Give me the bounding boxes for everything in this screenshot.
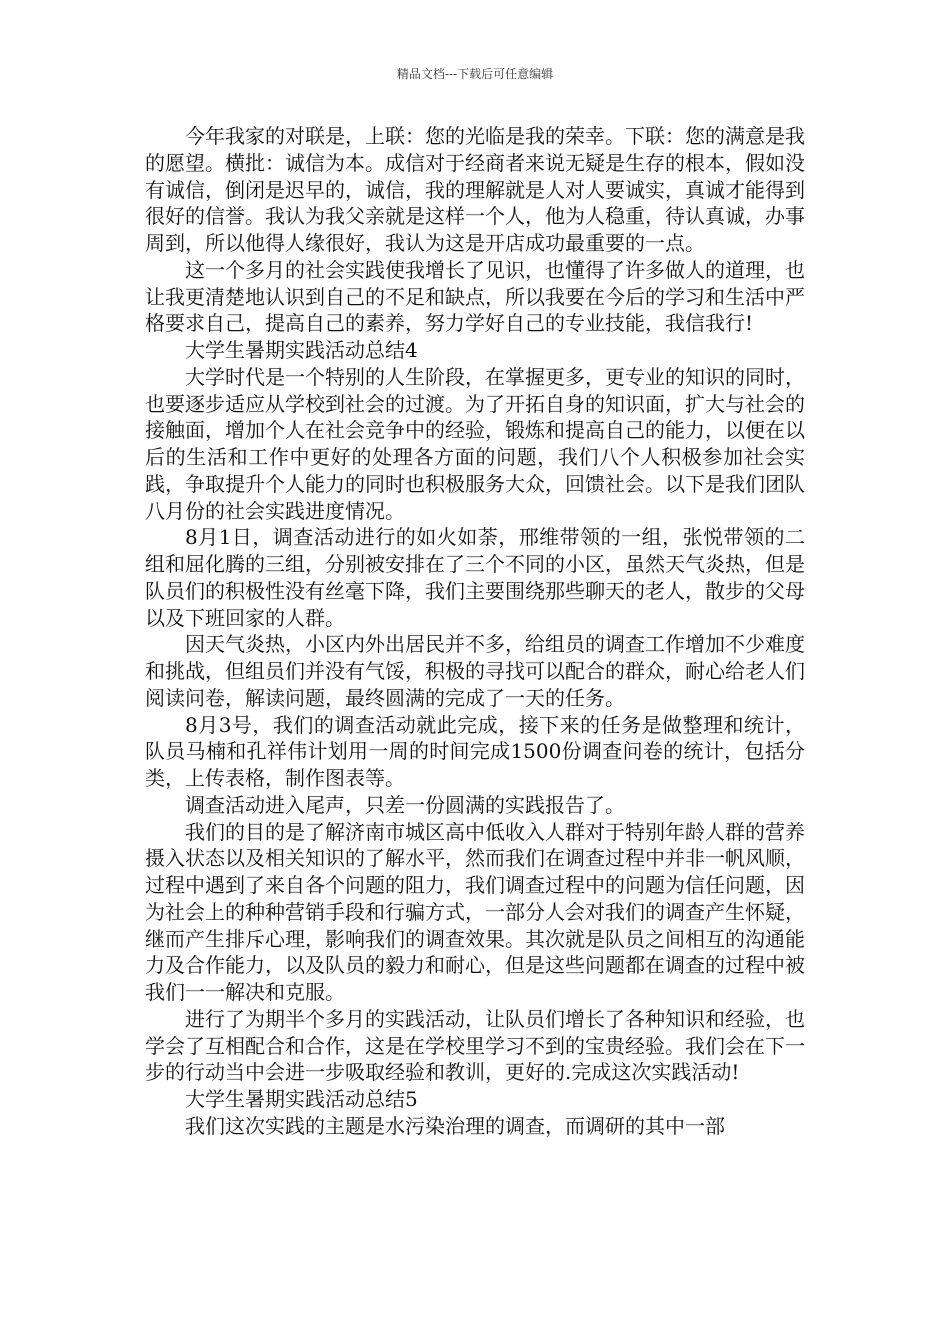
paragraph-report: 调查活动进入尾声，只差一份圆满的实践报告了。 [185,792,625,817]
paragraph-conclusion: 进行了为期半个多月的实践活动，让队员们增长了各种知识和经验，也学会了互相配合和合作，这是在学校里学习不到的宝贵经验。我们会在下一步的行动当中会进一步吸取经验和教训，更好的.完成这次实践活动! [145,1006,805,1085]
section-heading-5: 大学生暑期实践活动总结5 [185,1087,418,1111]
paragraph-weather: 因天气炎热，小区内外出居民并不多，给组员的调查工作增加不少难度和挑战，但组员们并没有气馁，积极的寻找可以配合的群众，耐心给老人们阅读问卷，解读问题，最终圆满的完成了一天的任务。 [145,632,805,710]
paragraph-purpose: 我们的目的是了解济南市城区高中低收入人群对于特别年龄人群的营养摄入状态以及相关知识的了解水平，然而我们在调查过程中并非一帆风顺，过程中遇到了来自各个问题的阻力，我们调查过程中的问题为信任问题，因为社会上的种种营销手段和行骗方式，一部分人会对我们的调查产生怀疑，继而产生排斥心理，影响我们的调查效果。其次就是队员之间相互的沟通能力及合作能力，以及队员的毅力和耐心，但是这些问题都在调查的过程中被我们一一解决和克服。 [145,819,805,1004]
document-body [145,123,805,1140]
paragraph-intro: 大学时代是一个特别的人生阶段，在掌握更多，更专业的知识的同时，也要逐步适应从学校到社会的过渡。为了开拓自身的知识面，扩大与社会的接触面，增加个人在社会竞争中的经验，锻炼和提高自己的能力，以便在以后的生活和工作中更好的处理各方面的问题，我们八个人积极参加社会实践，争取提升个人能力的同时也积极服务大众，回馈社会。以下是我们团队八月份的社会实践进度情况。 [145,364,805,523]
paragraph-reflection: 这一个多月的社会实践使我增长了见识，也懂得了许多做人的道理，也让我更清楚地认识到自己的不足和缺点，所以我要在今后的学习和生活中严格要求自己，提高自己的素养，努力学好自己的专业技能，我信我行! [145,257,805,336]
section-heading-4: 大学生暑期实践活动总结4 [185,338,418,362]
paragraph-couplet: 今年我家的对联是，上联：您的光临是我的荣幸。下联：您的满意是我的愿望。横批：诚信为本。成信对于经商者来说无疑是生存的根本，假如没有诚信，倒闭是迟早的，诚信，我的理解就是人对人要诚实，真诚才能得到很好的信誉。我认为我父亲就是这样一个人，他为人稳重，待认真诚，办事周到，所以他得人缘很好，我认为这是开店成功最重要的一点。 [145,124,805,255]
paragraph-aug-1: 8月1日，调查活动进行的如火如荼，邢维带领的一组，张悦带领的二组和屈化腾的三组，分别被安排在了三个不同的小区，虽然天气炎热，但是队员们的积极性没有丝毫下降，我们主要围绕那些聊天的老人，散步的父母以及下班回家的人群。 [145,525,805,630]
paragraph-aug-3: 8月3号，我们的调查活动就此完成，接下来的任务是做整理和统计，队员马楠和孔祥伟计划用一周的时间完成1500份调查问卷的统计，包括分类，上传表格，制作图表等。 [145,712,805,790]
page-header: 精品文档---下载后可任意编辑 [396,67,554,81]
paragraph-water-pollution: 我们这次实践的主题是水污染治理的调查，而调研的其中一部 [185,1113,725,1138]
